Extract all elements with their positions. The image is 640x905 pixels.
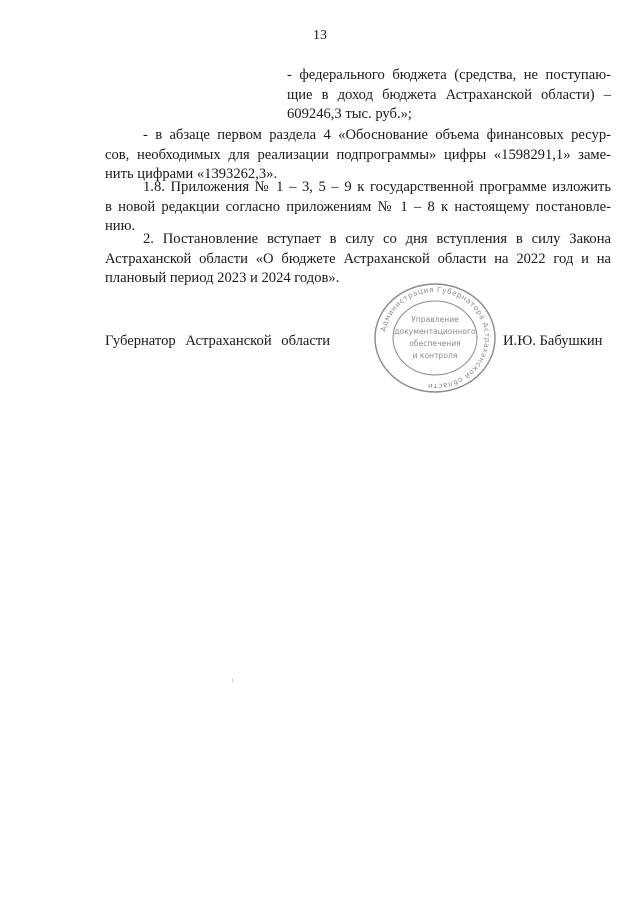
official-seal-stamp — [372, 282, 498, 394]
scan-artifact — [232, 678, 233, 683]
text-line: щие в доход бюджета Астраханской области) – — [287, 86, 611, 103]
text-line: - федерального бюджета (средства, не поступаю- — [287, 67, 611, 83]
paragraph-section-4-amendment — [105, 126, 611, 185]
signatory-name: И.Ю. Бабушкин — [503, 333, 603, 349]
seal-center-line: обеспечения — [409, 339, 461, 348]
seal-center-line: и контроля — [412, 351, 458, 360]
text-line: Астраханской области «О бюджете Астраханской области на 2022 год и на — [105, 250, 611, 267]
seal-center-line: документационного — [394, 327, 476, 336]
seal-inner-ring — [393, 301, 477, 375]
text-line: нить цифрами «1393262,3». — [105, 166, 278, 182]
paragraph-federal-budget — [287, 66, 611, 125]
signatory-title: Губернатор Астраханской области — [105, 333, 331, 349]
text-line: сов, необходимых для реализации подпрограммы» цифры «1598291,1» заме- — [105, 146, 611, 163]
text-line: 1.8. Приложения № 1 – 3, 5 – 9 к государственной программе изложить — [143, 179, 611, 195]
paragraph-item-1-8 — [105, 178, 611, 237]
text-line: 2. Постановление вступает в силу со дня вступления в силу Закона — [143, 231, 611, 247]
seal-outer-text: Администрация Губернатора Астраханской области — [378, 284, 493, 392]
text-line: нию. — [105, 218, 136, 234]
text-line: плановый период 2023 и 2024 годов». — [105, 270, 340, 286]
text-line: в новой редакции согласно приложениям № 1 – 8 к настоящему постановле- — [105, 198, 611, 215]
text-line: 609246,3 тыс. руб.»; — [287, 106, 412, 122]
paragraph-item-2 — [105, 230, 611, 289]
page-number: 13 — [313, 28, 327, 43]
seal-center-line: Управление — [411, 315, 459, 324]
text-line: - в абзаце первом раздела 4 «Обоснование объема финансовых ресур- — [143, 127, 611, 143]
